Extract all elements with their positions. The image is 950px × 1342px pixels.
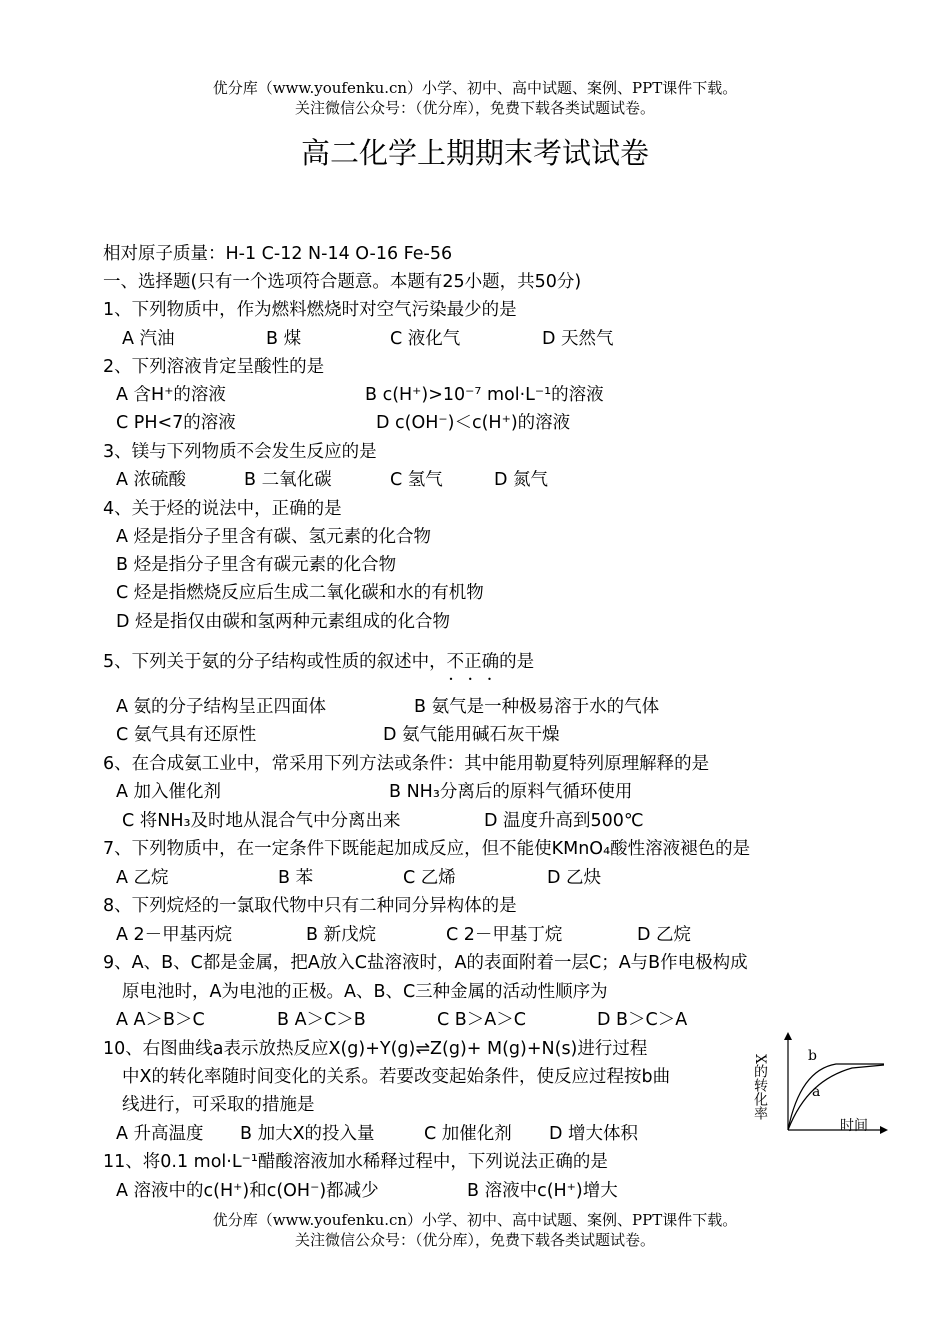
q3-option-a: A 浓硫酸 [116, 470, 187, 490]
q10-option-a: A 升高温度 [116, 1124, 204, 1144]
q3-stem: 3、镁与下列物质不会发生反应的是 [103, 442, 377, 462]
section-heading: 一、选择题(只有一个选项符合题意。本题有25小题，共50分) [103, 272, 582, 292]
q8-stem: 8、下列烷烃的一氯取代物中只有二种同分异构体的是 [103, 896, 517, 916]
q10-stem-3: 线进行，可采取的措施是 [122, 1095, 315, 1115]
graph-curve-a [788, 1065, 884, 1130]
q5-stem-start: 5、下列关于氨的分子结构或性质的叙述中， [103, 652, 447, 672]
q4-option-b: B 烃是指分子里含有碳元素的化合物 [116, 555, 397, 575]
q7-option-d: D 乙炔 [547, 868, 602, 888]
q5-option-a: A 氨的分子结构呈正四面体 [116, 697, 327, 717]
q9-option-a: A A＞B＞C [116, 1010, 205, 1030]
q1-stem: 1、下列物质中，作为燃料燃烧时对空气污染最少的是 [103, 300, 517, 320]
q9-stem-1: 9、A、B、C都是金属，把A放入C盐溶液时，A的表面附着一层C；A与B作电极构成 [103, 953, 748, 973]
q9-option-d: D B＞C＞A [597, 1010, 688, 1030]
q2-option-c: C PH<7的溶液 [116, 413, 236, 433]
q9-stem-2: 原电池时，A为电池的正极。A、B、C三种金属的活动性顺序为 [122, 982, 608, 1002]
q8-option-d: D 乙烷 [637, 925, 692, 945]
q3-option-b: B 二氧化碳 [244, 470, 332, 490]
q5-emphasis: 不正确 • • • [447, 650, 500, 674]
page-title: 高二化学上期期末考试试卷 [300, 136, 649, 170]
q4-option-d: D 烃是指仅由碳和氢两种元素组成的化合物 [116, 612, 451, 632]
graph-label-b: b [808, 1048, 817, 1064]
q2-option-a: A 含H⁺的溶液 [116, 385, 226, 405]
q2-option-d: D c(OH⁻)＜c(H⁺)的溶液 [376, 413, 571, 433]
q1-option-d: D 天然气 [542, 329, 614, 349]
q5-option-b: B 氨气是一种极易溶于水的气体 [414, 697, 660, 717]
q10-option-c: C 加催化剂 [424, 1124, 512, 1144]
q9-option-b: B A＞C＞B [277, 1010, 366, 1030]
q10-stem-2: 中X的转化率随时间变化的关系。若要改变起始条件，使反应过程按b曲 [122, 1067, 671, 1087]
q2-stem: 2、下列溶液肯定呈酸性的是 [103, 357, 325, 377]
q5-option-d: D 氨气能用碱石灰干燥 [383, 725, 560, 745]
q10-stem-1: 10、右图曲线a表示放热反应X(g)+Y(g)⇌Z(g)+ M(g)+N(s)进行过程 [103, 1039, 648, 1059]
q7-option-b: B 苯 [278, 868, 314, 888]
q6-option-c: C 将NH₃及时地从混合气中分离出来 [122, 811, 401, 831]
q11-option-b: B 溶液中c(H⁺)增大 [467, 1181, 618, 1201]
q5-option-c: C 氨气具有还原性 [116, 725, 257, 745]
graph-ylabel: X的转化率 [752, 1054, 768, 1120]
q7-stem: 7、下列物质中，在一定条件下既能起加成反应，但不能使KMnO₄酸性溶液褪色的是 [103, 839, 751, 859]
q6-option-d: D 温度升高到500℃ [484, 811, 644, 831]
conversion-rate-graph [752, 1030, 892, 1140]
q11-stem: 11、将0.1 mol·L⁻¹醋酸溶液加水稀释过程中，下列说法正确的是 [103, 1152, 608, 1172]
graph-x-arrow [880, 1126, 888, 1134]
q3-option-d: D 氮气 [494, 470, 549, 490]
graph-label-a: a [812, 1084, 821, 1100]
q9-option-c: C B＞A＞C [437, 1010, 526, 1030]
header-line-2: 关注微信公众号：（优分库），免费下载各类试题试卷。 [294, 99, 655, 117]
q8-option-c: C 2－甲基丁烷 [446, 925, 563, 945]
q4-option-a: A 烃是指分子里含有碳、氢元素的化合物 [116, 527, 432, 547]
q10-option-d: D 增大体积 [549, 1124, 639, 1144]
footer-line-2: 关注微信公众号：（优分库），免费下载各类试题试卷。 [294, 1231, 655, 1249]
q6-option-a: A 加入催化剂 [116, 782, 222, 802]
q6-option-b: B NH₃分离后的原料气循环使用 [389, 782, 633, 802]
q5-stem [103, 650, 534, 674]
q4-stem: 4、关于烃的说法中，正确的是 [103, 499, 342, 519]
atomic-mass: 相对原子质量：H-1 C-12 N-14 O-16 Fe-56 [103, 244, 453, 264]
q1-option-a: A 汽油 [122, 329, 175, 349]
footer-line-1: 优分库（www.youfenku.cn）小学、初中、高中试题、案例、PPT课件下载。 [212, 1211, 738, 1229]
q1-option-c: C 液化气 [390, 329, 461, 349]
q8-option-a: A 2－甲基丙烷 [116, 925, 233, 945]
q11-option-a: A 溶液中的c(H⁺)和c(OH⁻)都减少 [116, 1181, 379, 1201]
q4-option-c: C 烃是指燃烧反应后生成二氧化碳和水的有机物 [116, 583, 484, 603]
graph-y-arrow [784, 1032, 792, 1040]
q3-option-c: C 氢气 [390, 470, 443, 490]
q8-option-b: B 新戊烷 [306, 925, 377, 945]
graph-xlabel: 时间 [840, 1118, 868, 1134]
header-line-1: 优分库（www.youfenku.cn）小学、初中、高中试题、案例、PPT课件下载。 [212, 79, 738, 97]
q2-option-b: B c(H⁺)>10⁻⁷ mol·L⁻¹的溶液 [365, 385, 604, 405]
q6-stem: 6、在合成氨工业中，常采用下列方法或条件：其中能用勒夏特列原理解释的是 [103, 754, 710, 774]
q7-option-a: A 乙烷 [116, 868, 169, 888]
q10-option-b: B 加大X的投入量 [240, 1124, 375, 1144]
q5-stem-end: 的是 [499, 652, 535, 672]
q1-option-b: B 煤 [266, 329, 302, 349]
q7-option-c: C 乙烯 [403, 868, 456, 888]
